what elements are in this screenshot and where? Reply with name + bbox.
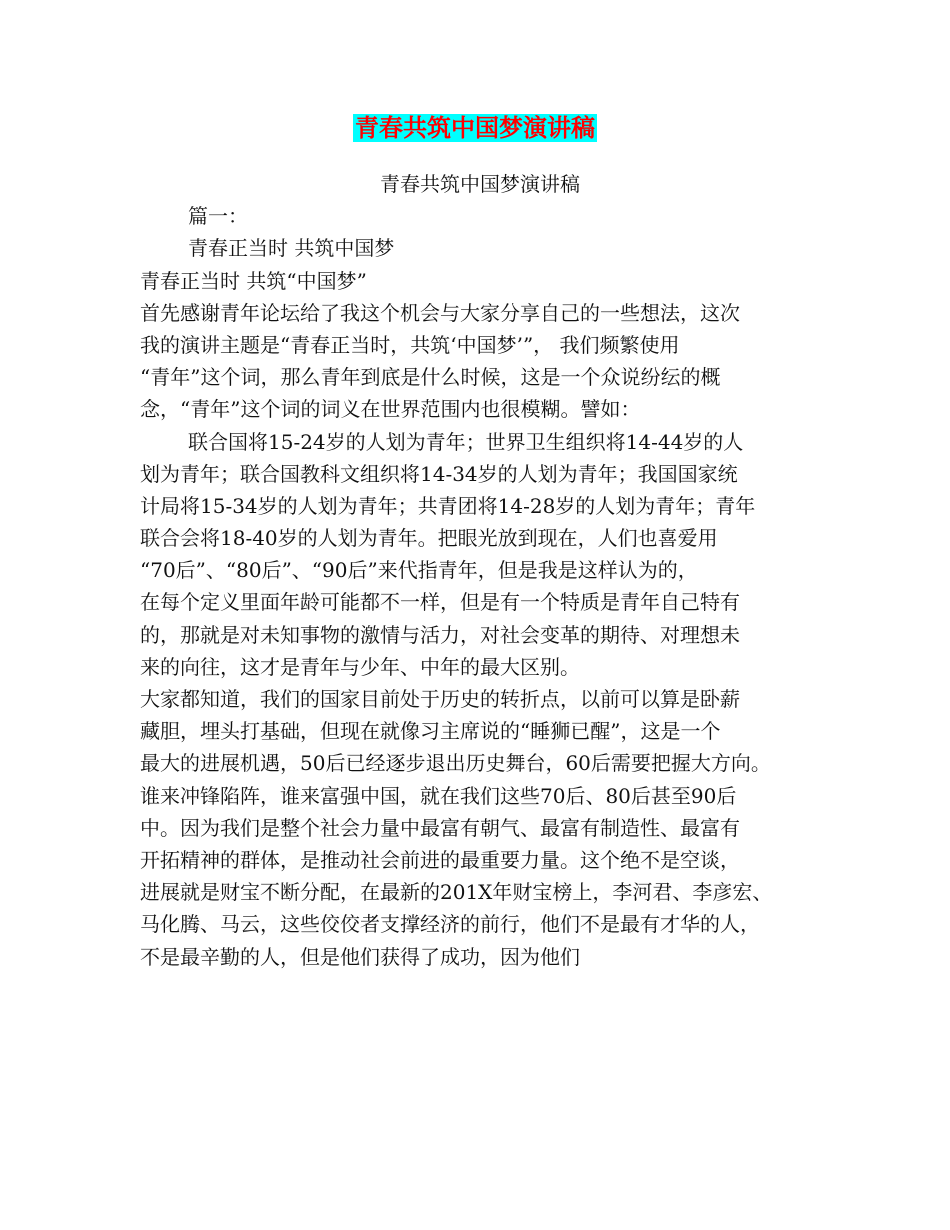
paragraph-line: “青年”这个词，那么青年到底是什么时候，这是一个众说纷纭的概	[140, 365, 721, 390]
paragraph-line: 首先感谢青年论坛给了我这个机会与大家分享自己的一些想法，这次	[140, 300, 740, 325]
document-body	[140, 168, 820, 973]
section-label: 篇一：	[188, 204, 248, 229]
paragraph-line: 联合国将15-24岁的人划为青年；世界卫生组织将14-44岁的人	[188, 429, 744, 454]
paragraph-line: 青春正当时 共筑“中国梦”	[140, 268, 367, 293]
paragraph-line: 马化腾、马云，这些佼佼者支撑经济的前行，他们不是最有才华的人，	[140, 912, 760, 937]
paragraph-line: 念，“青年”这个词的词义在世界范围内也很模糊。譬如：	[140, 397, 641, 422]
paragraph-line: 在每个定义里面年龄可能都不一样，但是有一个特质是青年自己特有	[140, 590, 740, 615]
paragraph-line: 的，那就是对未知事物的激情与活力，对社会变革的期待、对理想未	[140, 622, 740, 647]
paragraph-line: 来的向往，这才是青年与少年、中年的最大区别。	[140, 654, 580, 679]
paragraph-line: 开拓精神的群体，是推动社会前进的最重要力量。这个绝不是空谈，	[140, 847, 740, 872]
document-subtitle: 青春共筑中国梦演讲稿	[380, 172, 580, 196]
paragraph-line: 联合会将18-40岁的人划为青年。把眼光放到现在，人们也喜爱用	[140, 526, 718, 551]
paragraph-line: 不是最辛勤的人，但是他们获得了成功，因为他们	[140, 944, 580, 969]
paragraph-line: 计局将15-34岁的人划为青年；共青团将14-28岁的人划为青年；青年	[140, 493, 756, 518]
document-title	[0, 112, 950, 144]
paragraph-line: 谁来冲锋陷阵，谁来富强中国，就在我们这些70后、80后甚至90后	[140, 783, 737, 808]
paragraph-line: 我的演讲主题是“青春正当时，共筑‘中国梦’”， 我们频繁使用	[140, 332, 680, 357]
paragraph-line: 划为青年；联合国教科文组织将14-34岁的人划为青年；我国国家统	[140, 461, 738, 486]
paragraph-line: 最大的进展机遇，50后已经逐步退出历史舞台，60后需要把握大方向。	[140, 751, 771, 776]
paragraph-line: 中。因为我们是整个社会力量中最富有朝气、最富有制造性、最富有	[140, 815, 740, 840]
paragraph-line: 大家都知道，我们的国家目前处于历史的转折点，以前可以算是卧薪	[140, 687, 740, 711]
section-heading: 青春正当时 共筑中国梦	[188, 236, 395, 261]
paragraph-line: 进展就是财宝不断分配，在最新的201X年财宝榜上，李河君、李彦宏、	[140, 880, 773, 905]
paragraph-line: 藏胆，埋头打基础，但现在就像习主席说的“睡狮已醒”，这是一个	[140, 719, 721, 744]
document-title-text: 青春共筑中国梦演讲稿	[355, 114, 595, 142]
paragraph-line: “70后”、“80后”、“90后”来代指青年，但是我是这样认为的，	[140, 558, 698, 583]
